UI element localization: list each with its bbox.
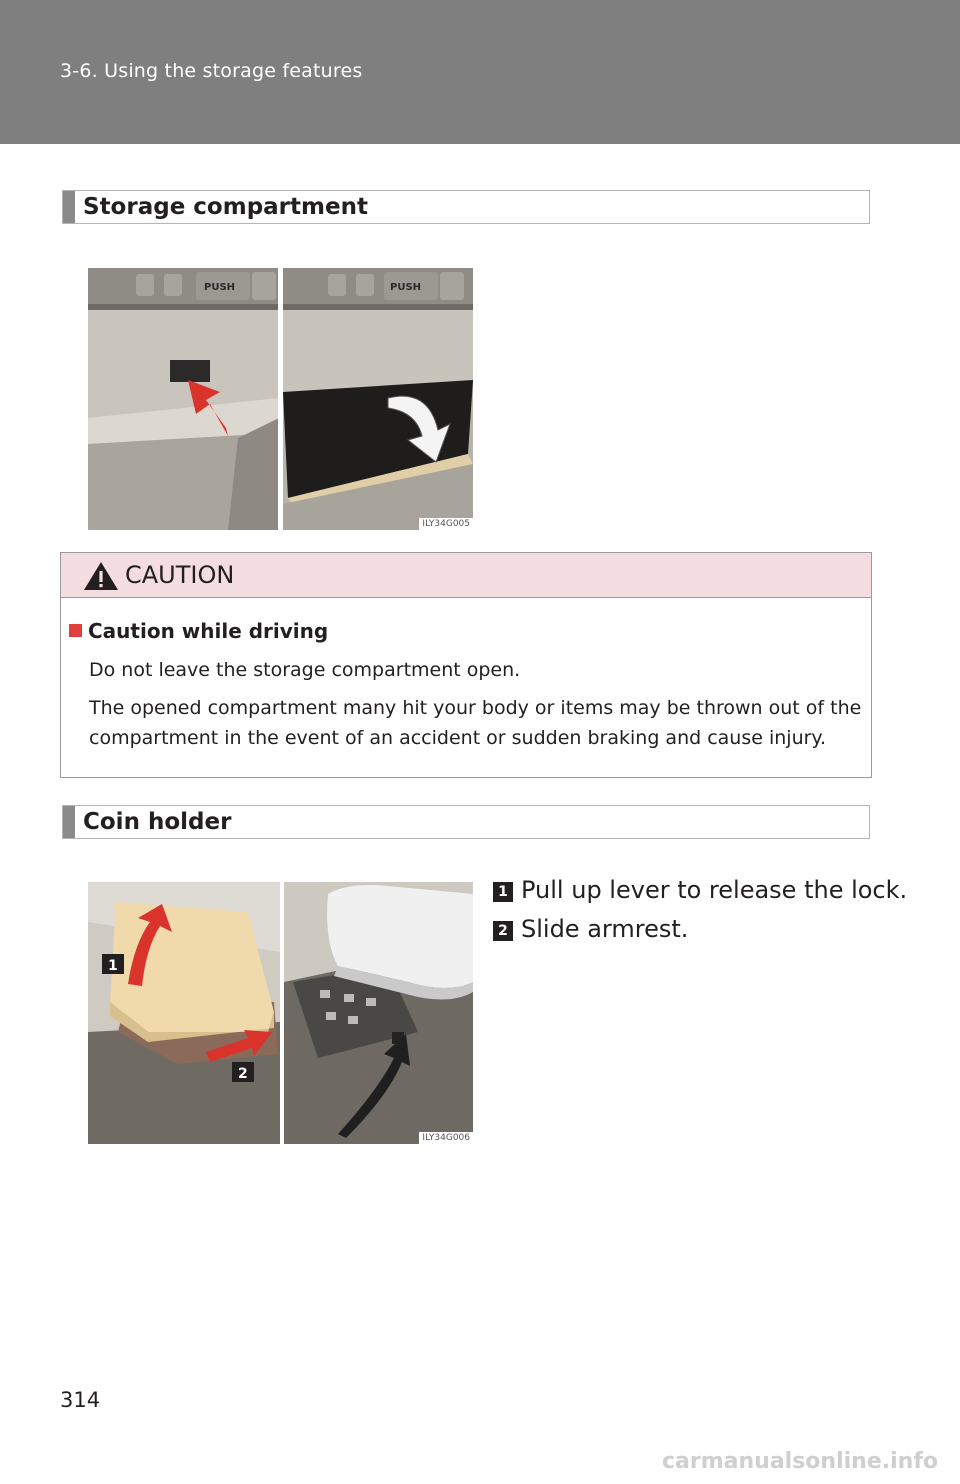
coin-holder-illustration: [88, 882, 473, 1144]
storage-section-title: Storage compartment: [83, 194, 368, 220]
step-1-text: Pull up lever to release the lock.: [521, 876, 908, 904]
caution-header: [61, 553, 871, 598]
coin-section-title: Coin holder: [83, 809, 232, 835]
step-2: [493, 915, 688, 943]
section-breadcrumb: 3-6. Using the storage features: [60, 60, 363, 82]
step-2-number-icon: 2: [493, 921, 513, 941]
caution-box: [60, 552, 872, 778]
page-number: 314: [60, 1388, 101, 1412]
caution-paragraph-1: Do not leave the storage compartment open.: [89, 659, 521, 681]
heading-accent-bar: [63, 806, 75, 838]
coin-illustration-svg: [88, 882, 473, 1144]
coin-image-code: ILY34G006: [419, 1132, 473, 1144]
storage-compartment-illustration: [88, 268, 473, 530]
step-2-text: Slide armrest.: [521, 915, 689, 943]
callout-1-label: 1: [108, 958, 118, 974]
page-header: [0, 0, 960, 144]
storage-image-code: ILY34G005: [419, 518, 473, 530]
caution-subtitle: Caution while driving: [88, 619, 329, 643]
caution-subtitle-row: [69, 619, 328, 643]
caution-label: CAUTION: [125, 561, 235, 589]
push-label-right: PUSH: [390, 282, 422, 293]
red-square-bullet-icon: [69, 624, 82, 637]
step-1: [493, 876, 907, 904]
storage-illustration-svg: [88, 268, 473, 530]
coin-section-heading: [62, 805, 870, 839]
caution-paragraph-2: The opened compartment many hit your body or items may be thrown out of the compartment in the event of an accident or sudden braking and cause injury.: [89, 697, 862, 749]
watermark-text: carmanualsonline.info: [662, 1449, 938, 1474]
step-1-number-icon: 1: [493, 882, 513, 902]
storage-section-heading: [62, 190, 870, 224]
push-label-left: PUSH: [204, 282, 236, 293]
heading-accent-bar: [63, 191, 75, 223]
callout-2-label: 2: [238, 1066, 248, 1082]
warning-triangle-icon: [83, 561, 119, 591]
